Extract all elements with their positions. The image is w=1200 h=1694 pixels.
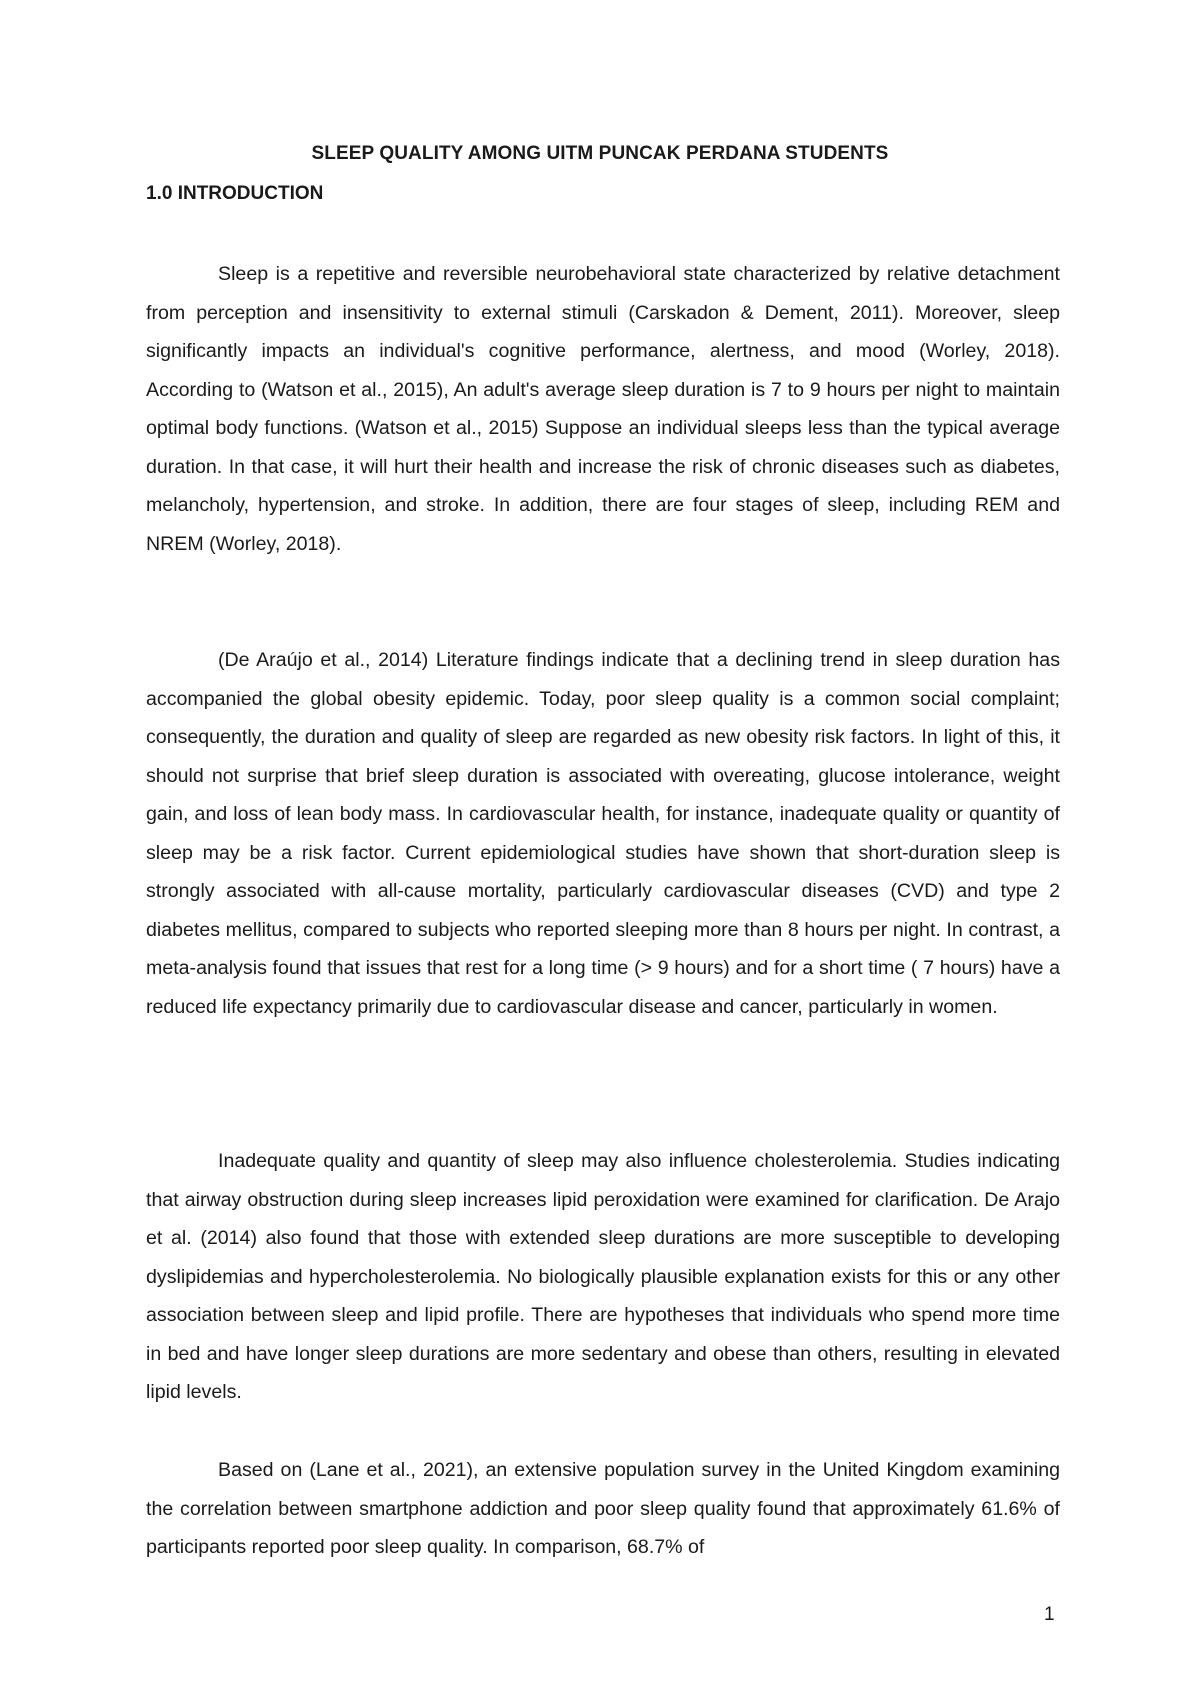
- document-title: SLEEP QUALITY AMONG UITM PUNCAK PERDANA STUDENTS: [311, 143, 889, 164]
- page-number: 1: [1044, 1604, 1055, 1625]
- paragraph-4: Based on (Lane et al., 2021), an extensive population survey in the United Kingdom examining the correlation between smartphone addiction and poor sleep quality found that approximately 61.6% of participants reported poor sleep quality. In comparison, 68.7% of: [146, 1459, 1060, 1558]
- paragraph-1: Sleep is a repetitive and reversible neurobehavioral state characterized by relative detachment from perception and insensitivity to external stimuli (Carskadon & Dement, 2011). Moreover, sleep significantly impacts an individual's cognitive performance, alertness, and mood (Worley, 2018). According to (Watson et al., 2015), An adult's average sleep duration is 7 to 9 hours per night to maintain optimal body functions. (Watson et al., 2015) Suppose an individual sleeps less than the typical average duration. In that case, it will hurt their health and increase the risk of chronic diseases such as diabetes, melancholy, hypertension, and stroke. In addition, there are four stages of sleep, including REM and NREM (Worley, 2018).: [146, 263, 1060, 555]
- paragraph-2: (De Araújo et al., 2014) Literature findings indicate that a declining trend in sleep duration has accompanied the global obesity epidemic. Today, poor sleep quality is a common social complaint; consequently, the duration and quality of sleep are regarded as new obesity risk factors. In light of this, it should not surprise that brief sleep duration is associated with overeating, glucose intolerance, weight gain, and loss of lean body mass. In cardiovascular health, for instance, inadequate quality or quantity of sleep may be a risk factor. Current epidemiological studies have shown that short-duration sleep is strongly associated with all-cause mortality, particularly cardiovascular diseases (CVD) and type 2 diabetes mellitus, compared to subjects who reported sleeping more than 8 hours per night. In contrast, a meta-analysis found that issues that rest for a long time (> 9 hours) and for a short time ( 7 hours) have a reduced life expectancy primarily due to cardiovascular disease and cancer, particularly in women.: [146, 649, 1060, 1018]
- paragraph-3: Inadequate quality and quantity of sleep may also influence cholesterolemia. Studies indicating that airway obstruction during sleep increases lipid peroxidation were examined for clarification. De Arajo et al. (2014) also found that those with extended sleep durations are more susceptible to developing dyslipidemias and hypercholesterolemia. No biologically plausible explanation exists for this or any other association between sleep and lipid profile. There are hypotheses that individuals who spend more time in bed and have longer sleep durations are more sedentary and obese than others, resulting in elevated lipid levels.: [146, 1150, 1060, 1403]
- section-heading: 1.0 INTRODUCTION: [146, 183, 324, 204]
